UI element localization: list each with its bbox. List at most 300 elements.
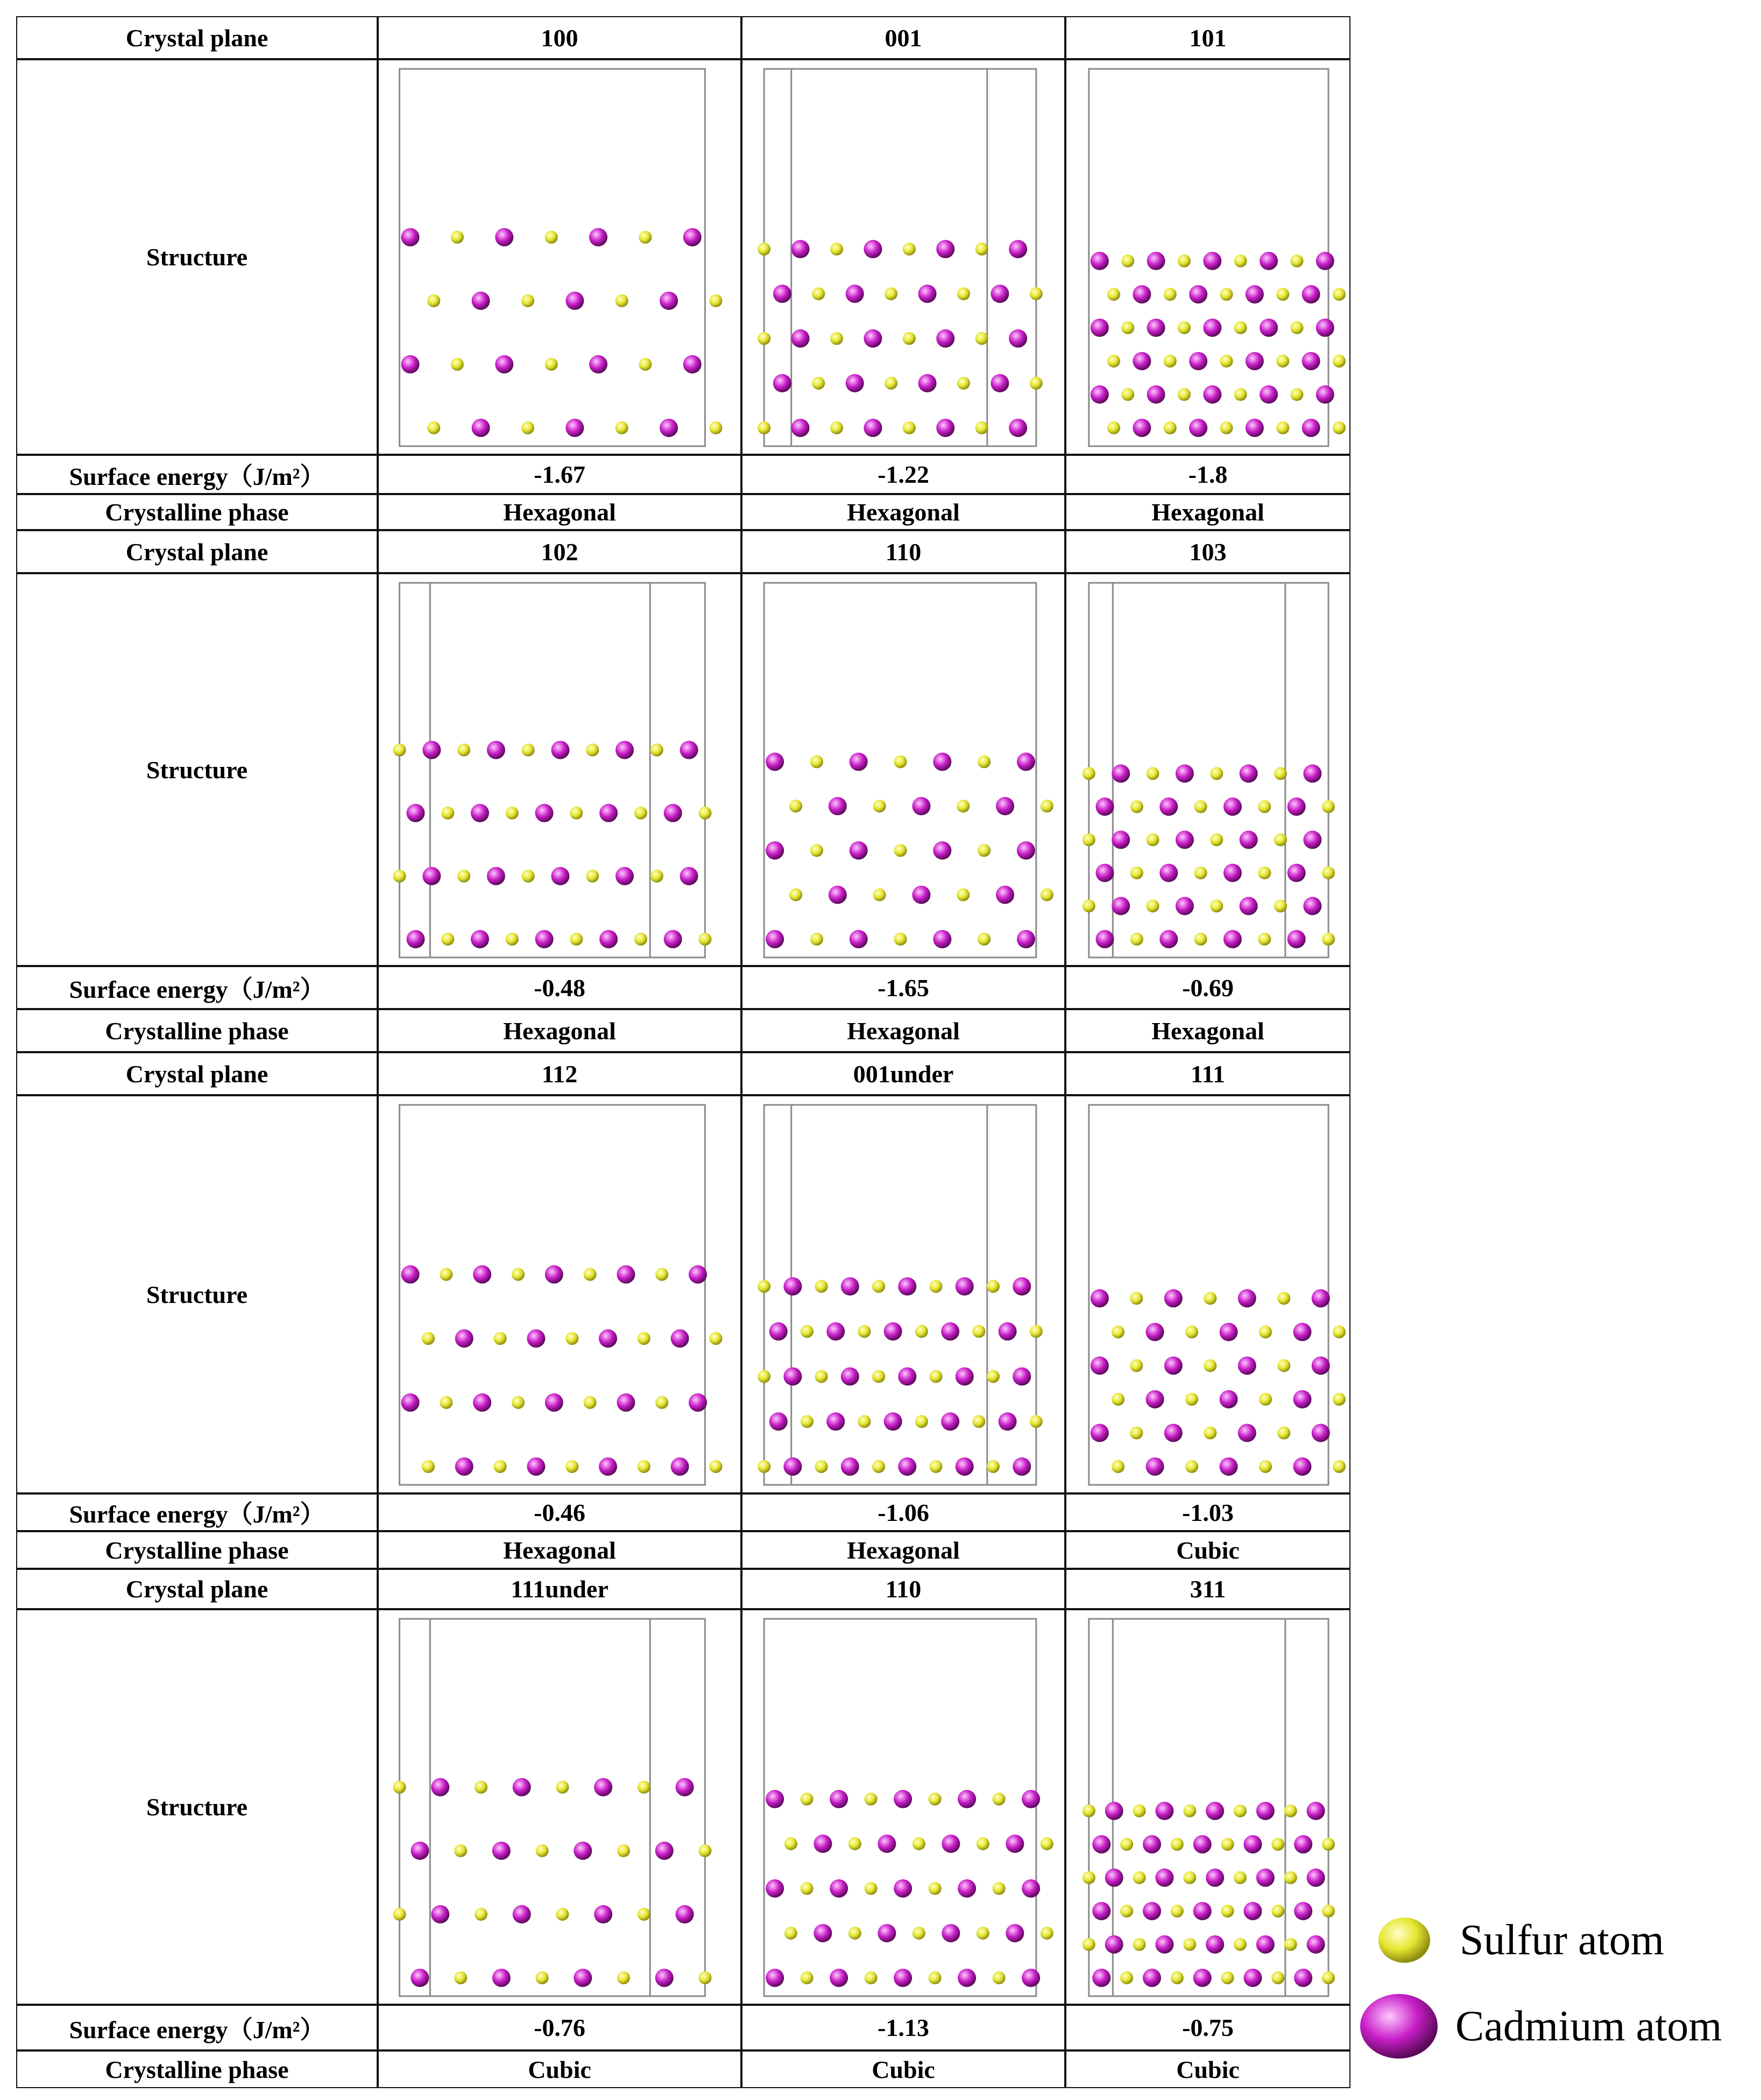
sulfur-atom <box>616 421 628 434</box>
cadmium-atom <box>1006 1835 1024 1853</box>
cadmium-atom <box>878 1924 896 1942</box>
sulfur-atom <box>1277 1292 1290 1305</box>
sulfur-atom <box>1120 1838 1133 1851</box>
sulfur-atom <box>638 1460 650 1473</box>
cadmium-atom <box>401 228 420 246</box>
cadmium-atom <box>766 930 784 948</box>
sulfur-atom <box>1147 899 1159 912</box>
cadmium-atom <box>471 930 489 948</box>
sulfur-atom <box>815 1370 828 1383</box>
cadmium-atom <box>1176 764 1194 783</box>
crystal-structure-illustration <box>400 1105 723 1485</box>
cadmium-atom <box>545 1265 563 1284</box>
cadmium-atom <box>1240 764 1258 783</box>
cadmium-atom <box>689 1393 707 1412</box>
sulfur-atom <box>1276 421 1289 434</box>
sulfur-atom <box>1258 933 1271 946</box>
crystal-structure-illustration <box>758 1105 1043 1485</box>
cadmium-atom <box>991 374 1009 392</box>
sulfur-atom <box>1107 288 1120 301</box>
crystal-structure-illustration <box>393 583 712 957</box>
sulfur-atom <box>810 844 823 857</box>
cadmium-atom <box>599 1329 617 1348</box>
cadmium-atom <box>671 1329 689 1348</box>
cadmium-atom <box>1256 1935 1275 1954</box>
sulfur-atom <box>1284 1805 1297 1817</box>
sulfur-atom <box>1130 1359 1143 1372</box>
sulfur-atom <box>865 1793 878 1806</box>
crystal-structure-illustration <box>764 1619 1053 1996</box>
cadmium-atom <box>1143 1835 1161 1854</box>
cadmium-atom <box>1240 830 1258 849</box>
cadmium-atom <box>655 1842 674 1860</box>
cadmium-atom <box>680 741 698 759</box>
cadmium-atom <box>431 1778 449 1796</box>
sulfur-atom <box>810 755 823 768</box>
sulfur-atom <box>565 1460 578 1473</box>
cadmium-atom <box>912 797 930 815</box>
cadmium-atom <box>487 741 505 759</box>
cadmium-atom <box>1302 419 1320 437</box>
sulfur-atom <box>440 1268 452 1281</box>
cadmium-atom <box>655 1969 674 1987</box>
cadmium-atom <box>829 886 847 904</box>
sulfur-atom <box>556 1781 569 1794</box>
sulfur-atom <box>1130 866 1143 879</box>
cadmium-atom <box>1147 252 1165 270</box>
cadmium-atom <box>455 1329 473 1348</box>
sulfur-atom <box>650 870 663 883</box>
crystal-structure-illustration <box>758 69 1043 446</box>
cadmium-atom <box>956 1457 974 1476</box>
sulfur-atom <box>848 1837 861 1850</box>
cadmium-atom <box>599 804 618 822</box>
surface-energy-value: -0.76 <box>534 2014 585 2041</box>
sulfur-atom <box>616 294 628 307</box>
crystal-plane-value: 102 <box>541 538 578 566</box>
cadmium-atom <box>1091 1289 1109 1307</box>
cadmium-atom <box>472 419 490 437</box>
cadmium-atom <box>1022 1790 1040 1808</box>
cadmium-atom <box>1288 864 1306 882</box>
cadmium-atom <box>1303 830 1321 849</box>
cadmium-atom <box>1164 1424 1183 1442</box>
sulfur-atom <box>1030 377 1043 390</box>
cadmium-atom <box>850 752 868 771</box>
cadmium-atom <box>1091 385 1109 404</box>
sulfur-atom <box>1171 1905 1184 1918</box>
cadmium-atom <box>1293 1457 1312 1476</box>
sulfur-atom <box>584 1268 597 1281</box>
cadmium-atom <box>766 1879 784 1898</box>
cadmium-atom <box>958 1969 976 1987</box>
cadmium-atom <box>864 419 882 437</box>
legend-sulfur-label: Sulfur atom <box>1460 1916 1664 1964</box>
sulfur-atom <box>865 1882 878 1895</box>
cadmium-atom <box>1220 1457 1238 1476</box>
sulfur-atom <box>638 1332 650 1345</box>
crystal-plane-value: 100 <box>541 24 578 52</box>
cadmium-atom <box>671 1457 689 1476</box>
crystal-structure-illustration <box>400 69 723 446</box>
crystalline-phase-value: Hexagonal <box>1151 498 1264 526</box>
sulfur-atom <box>1333 355 1346 368</box>
sulfur-atom <box>454 1971 467 1984</box>
sulfur-atom <box>801 1882 814 1895</box>
sulfur-atom <box>858 1325 871 1338</box>
cadmium-atom <box>660 419 678 437</box>
sulfur-atom <box>1234 255 1247 267</box>
sulfur-atom <box>929 1280 942 1293</box>
sulfur-atom <box>1164 288 1177 301</box>
cadmium-atom <box>574 1842 592 1860</box>
cadmium-atom <box>551 741 569 759</box>
sulfur-atom <box>1083 899 1095 912</box>
sulfur-atom <box>1130 1426 1143 1439</box>
surface-energy-value: -1.8 <box>1188 461 1228 488</box>
crystal-plane-value: 001under <box>853 1060 954 1088</box>
sulfur-atom <box>570 933 583 946</box>
surface-energy-value: -0.48 <box>534 974 585 1002</box>
sulfur-atom <box>1333 1326 1346 1338</box>
cadmium-atom <box>1092 1902 1111 1920</box>
cadmium-atom <box>773 285 791 303</box>
crystal-structure-illustration <box>1083 1619 1335 1996</box>
sulfur-atom <box>441 807 454 820</box>
cadmium-atom <box>574 1969 592 1987</box>
sulfur-atom <box>709 1460 722 1473</box>
legend-sulfur <box>1375 1913 1664 1967</box>
structure-label: Structure <box>146 243 248 271</box>
cadmium-atom <box>1159 798 1178 816</box>
cadmium-atom <box>841 1277 859 1295</box>
cadmium-atom <box>830 1790 848 1808</box>
cadmium-atom <box>1303 764 1321 783</box>
cadmium-atom <box>783 1277 802 1295</box>
cadmium-atom <box>1193 1969 1212 1987</box>
cadmium-atom <box>401 355 420 374</box>
cadmium-atom <box>1294 1969 1312 1987</box>
sulfur-atom <box>929 1460 942 1473</box>
cadmium-atom <box>616 741 634 759</box>
crystal-plane-value: 112 <box>541 1060 578 1088</box>
cadmium-atom <box>406 930 425 948</box>
sulfur-atom <box>1130 933 1143 946</box>
cadmium-atom <box>545 1393 563 1412</box>
crystalline-phase-value: Hexagonal <box>847 498 960 526</box>
cadmium-atom <box>1133 419 1151 437</box>
cadmium-atom <box>1260 252 1278 270</box>
crystal-plane-value: 110 <box>885 538 922 566</box>
cadmium-atom <box>1220 1323 1238 1341</box>
sulfur-atom <box>427 294 440 307</box>
cadmium-atom <box>958 1879 976 1898</box>
cadmium-atom <box>664 804 682 822</box>
cadmium-atom <box>676 1778 694 1796</box>
sulfur-atom <box>1120 1905 1133 1918</box>
sulfur-atom <box>1194 933 1207 946</box>
sulfur-atom <box>709 421 722 434</box>
sulfur-atom <box>422 1332 435 1345</box>
sulfur-atom <box>494 1332 507 1345</box>
cadmium-atom <box>1147 319 1165 337</box>
cadmium-atom <box>487 867 505 885</box>
crystal-structure-illustration <box>393 1619 712 1996</box>
sulfur-atom <box>830 421 843 434</box>
sulfur-atom <box>1271 1905 1284 1918</box>
sulfur-atom <box>812 287 825 300</box>
sulfur-atom <box>1322 933 1335 946</box>
sulfur-atom <box>1210 767 1223 780</box>
sulfur-atom <box>1274 767 1287 780</box>
crystalline-phase-label: Crystalline phase <box>105 1017 289 1045</box>
cadmium-atom <box>411 1842 429 1860</box>
cadmium-atom <box>1312 1289 1330 1307</box>
sulfur-atom <box>1147 833 1159 846</box>
cadmium-atom <box>492 1842 511 1860</box>
cadmium-atom <box>1112 764 1130 783</box>
sulfur-atom <box>1322 1838 1335 1851</box>
legend-cadmium <box>1359 1991 1722 2061</box>
cadmium-atom <box>942 1924 960 1942</box>
cadmium-atom <box>1009 240 1027 258</box>
cadmium-atom-icon <box>1359 1991 1439 2061</box>
sulfur-atom <box>1274 833 1287 846</box>
cadmium-atom <box>1155 1802 1173 1820</box>
cadmium-atom <box>473 1393 491 1412</box>
structure-label: Structure <box>146 1280 248 1308</box>
sulfur-atom <box>885 377 897 390</box>
surface-energy-label: Surface energy（J/m²） <box>69 1500 325 1528</box>
sulfur-atom <box>1121 388 1134 401</box>
sulfur-atom <box>978 933 991 946</box>
cadmium-atom <box>535 930 554 948</box>
cadmium-atom <box>1256 1869 1275 1887</box>
sulfur-atom <box>1121 321 1134 334</box>
crystal-plane-label: Crystal plane <box>125 538 268 566</box>
sulfur-atom <box>1133 1938 1146 1951</box>
cadmium-atom <box>495 228 513 246</box>
cadmium-atom <box>617 1265 635 1284</box>
sulfur-atom <box>1083 833 1095 846</box>
sulfur-atom <box>913 1837 925 1850</box>
sulfur-atom <box>1030 1325 1043 1338</box>
sulfur-atom <box>1284 1871 1297 1884</box>
cadmium-atom <box>1155 1935 1173 1954</box>
cadmium-atom <box>594 1905 612 1923</box>
sulfur-atom <box>475 1781 487 1794</box>
crystalline-phase-value: Hexagonal <box>847 1017 960 1045</box>
cadmium-atom <box>884 1322 902 1341</box>
crystalline-phase-label: Crystalline phase <box>105 2055 289 2083</box>
cadmium-atom <box>683 228 702 246</box>
sulfur-atom <box>801 1415 814 1428</box>
cadmium-atom <box>616 867 634 885</box>
sulfur-atom <box>801 1971 814 1984</box>
sulfur-atom <box>1322 800 1335 813</box>
sulfur-atom <box>655 1396 668 1409</box>
cadmium-atom <box>1223 798 1242 816</box>
sulfur-atom <box>815 1460 828 1473</box>
sulfur-atom <box>801 1793 814 1806</box>
cadmium-atom <box>1238 1289 1256 1307</box>
sulfur-atom <box>987 1370 1000 1383</box>
cadmium-atom <box>864 240 882 258</box>
sulfur-atom <box>475 1908 487 1921</box>
sulfur-atom <box>698 1971 711 1984</box>
cadmium-atom <box>535 804 554 822</box>
cadmium-atom <box>1146 1390 1164 1408</box>
sulfur-atom <box>993 1793 1006 1806</box>
cadmium-atom <box>814 1835 832 1853</box>
cadmium-atom <box>513 1905 531 1923</box>
sulfur-atom <box>1083 767 1095 780</box>
cadmium-atom <box>933 752 951 771</box>
cadmium-atom <box>1307 1802 1325 1820</box>
sulfur-atom <box>457 870 470 883</box>
sulfur-atom <box>1259 1460 1272 1473</box>
cadmium-atom <box>1159 930 1178 948</box>
cadmium-atom <box>401 1265 420 1284</box>
crystalline-phase-value: Cubic <box>1176 2055 1240 2083</box>
sulfur-atom <box>709 1332 722 1345</box>
cadmium-atom <box>1095 930 1114 948</box>
cadmium-atom <box>1303 897 1321 915</box>
cadmium-atom <box>850 841 868 859</box>
sulfur-atom <box>1194 866 1207 879</box>
crystal-structure-illustration <box>1089 69 1346 446</box>
cadmium-atom <box>472 292 490 310</box>
sulfur-atom <box>848 1927 861 1940</box>
cadmium-atom <box>766 1790 784 1808</box>
cadmium-atom <box>1017 930 1035 948</box>
sulfur-atom <box>903 243 916 256</box>
cadmium-atom <box>791 329 810 348</box>
cadmium-atom <box>1246 285 1264 304</box>
cadmium-atom <box>455 1457 473 1476</box>
sulfur-atom <box>1030 287 1043 300</box>
sulfur-atom <box>758 1370 770 1383</box>
sulfur-atom <box>1234 388 1247 401</box>
sulfur-atom <box>1277 1359 1290 1372</box>
sulfur-atom <box>1234 1871 1247 1884</box>
sulfur-atom <box>929 1370 942 1383</box>
sulfur-atom <box>758 1460 770 1473</box>
cadmium-atom <box>791 240 810 258</box>
sulfur-atom <box>1133 1805 1146 1817</box>
sulfur-atom <box>698 933 711 946</box>
sulfur-atom <box>655 1268 668 1281</box>
cadmium-atom <box>991 285 1009 303</box>
cadmium-atom <box>783 1457 802 1476</box>
cadmium-atom <box>406 804 425 822</box>
cadmium-atom <box>1176 830 1194 849</box>
sulfur-atom <box>1112 1393 1125 1406</box>
sulfur-atom <box>1112 1460 1125 1473</box>
cadmium-atom <box>1092 1969 1111 1987</box>
sulfur-atom <box>512 1268 525 1281</box>
cadmium-atom <box>878 1835 896 1853</box>
crystal-structure-illustration <box>764 583 1053 957</box>
sulfur-atom <box>913 1927 925 1940</box>
sulfur-atom <box>393 870 406 883</box>
sulfur-atom <box>903 332 916 345</box>
crystal-plane-label: Crystal plane <box>125 1060 268 1088</box>
cadmium-atom <box>1095 864 1114 882</box>
sulfur-atom <box>1220 421 1233 434</box>
sulfur-atom <box>1133 1871 1146 1884</box>
cadmium-atom <box>884 1412 902 1430</box>
cadmium-atom <box>1176 897 1194 915</box>
cadmium-atom <box>1091 252 1109 270</box>
sulfur-atom <box>709 294 722 307</box>
sulfur-atom <box>978 844 991 857</box>
cadmium-atom <box>689 1265 707 1284</box>
sulfur-atom <box>784 1927 797 1940</box>
sulfur-atom <box>1322 1971 1335 1984</box>
cadmium-atom <box>473 1265 491 1284</box>
sulfur-atom <box>1121 255 1134 267</box>
cadmium-atom <box>766 1969 784 1987</box>
cadmium-atom <box>996 886 1014 904</box>
cadmium-atom <box>1260 385 1278 404</box>
crystal-plane-value: 111 <box>1191 1060 1225 1088</box>
sulfur-atom <box>617 1971 630 1984</box>
cadmium-atom <box>1316 385 1334 404</box>
surface-energy-value: -0.46 <box>534 1498 585 1526</box>
cadmium-atom <box>1260 319 1278 337</box>
sulfur-atom <box>1030 1415 1043 1428</box>
sulfur-atom <box>441 933 454 946</box>
sulfur-atom <box>1183 1938 1196 1951</box>
sulfur-atom <box>521 421 534 434</box>
sulfur-atom <box>1041 1837 1053 1850</box>
cadmium-atom <box>1293 1323 1312 1341</box>
sulfur-atom <box>570 807 583 820</box>
cadmium-atom <box>1143 1969 1161 1987</box>
surface-energy-table <box>16 16 1350 2088</box>
sulfur-atom <box>758 1280 770 1293</box>
sulfur-atom <box>1322 1905 1335 1918</box>
sulfur-atom <box>1107 355 1120 368</box>
sulfur-atom <box>1333 421 1346 434</box>
sulfur-atom <box>894 933 907 946</box>
sulfur-atom <box>454 1844 467 1857</box>
cadmium-atom <box>1164 1356 1183 1375</box>
sulfur-atom <box>634 933 647 946</box>
cadmium-atom <box>676 1905 694 1923</box>
cadmium-atom <box>1022 1969 1040 1987</box>
sulfur-atom <box>1083 1871 1095 1884</box>
sulfur-atom <box>1083 1805 1095 1817</box>
sulfur-atom <box>1041 800 1053 813</box>
sulfur-atom <box>1120 1971 1133 1984</box>
cadmium-atom <box>1307 1869 1325 1887</box>
cadmium-atom <box>594 1778 612 1796</box>
surface-energy-value: -0.69 <box>1182 974 1234 1002</box>
sulfur-atom <box>1041 889 1053 901</box>
sulfur-atom <box>975 243 988 256</box>
sulfur-atom <box>1130 1292 1143 1305</box>
cadmium-atom <box>1009 329 1027 348</box>
sulfur-atom <box>1290 388 1303 401</box>
sulfur-atom <box>1185 1460 1198 1473</box>
cadmium-atom <box>589 228 607 246</box>
sulfur-atom <box>506 807 519 820</box>
cadmium-atom <box>846 285 864 303</box>
cadmium-atom <box>1193 1902 1212 1920</box>
sulfur-atom <box>1221 1905 1234 1918</box>
